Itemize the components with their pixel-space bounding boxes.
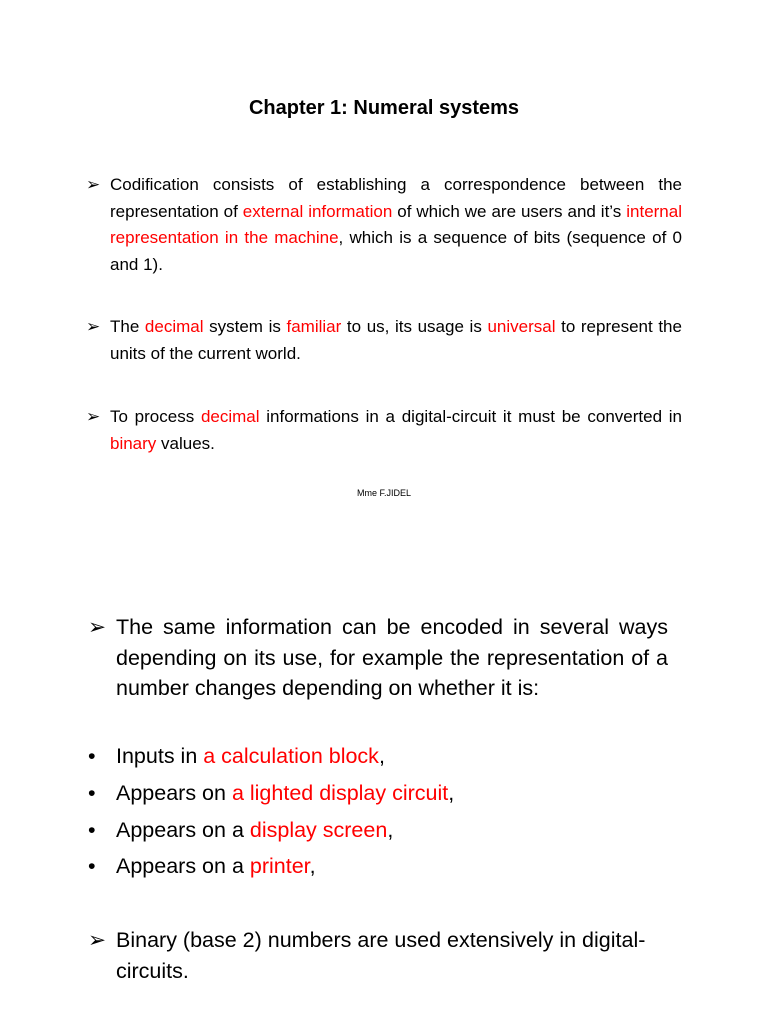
text-segment: to us, its usage is <box>341 317 488 336</box>
highlighted-text: decimal <box>144 317 204 336</box>
text-segment: to represent the units of the current world. <box>110 317 682 363</box>
chapter-title: Chapter 1: Numeral systems <box>248 97 520 119</box>
author-credit: Mme F.JIDEL <box>356 488 411 498</box>
text-segment: of which we are users and it’s <box>392 201 627 221</box>
highlighted-text: a calculation block <box>203 744 379 768</box>
arrow-bullet-icon: ➢ <box>86 407 101 426</box>
bullet-text <box>110 314 682 367</box>
text-segment: The same information can be encoded in several ways depending on its use, for example the representation of a number changes depending on whether it is: <box>116 615 668 700</box>
bullet-text <box>110 404 682 457</box>
highlighted-text: binary <box>110 433 157 453</box>
list-item-text <box>116 741 688 771</box>
text-segment: , <box>387 818 394 842</box>
text-segment: To process <box>110 407 201 426</box>
text-segment: Appears on a <box>116 854 250 878</box>
list-item-text <box>116 851 688 881</box>
bullet-binary-numbers <box>88 925 688 986</box>
text-segment: Appears on a <box>116 818 250 842</box>
highlighted-text: printer <box>249 854 310 878</box>
bullet-process-decimal <box>86 404 682 457</box>
list-item <box>88 851 688 881</box>
text-segment: The <box>110 317 145 336</box>
bullet-text <box>116 925 688 986</box>
dot-bullet-icon: • <box>88 818 96 842</box>
highlighted-text: universal <box>487 317 556 336</box>
text-segment: , <box>448 781 455 805</box>
highlighted-text: decimal <box>200 407 260 426</box>
dot-bullet-icon: • <box>88 781 96 805</box>
arrow-bullet-icon: ➢ <box>88 928 107 952</box>
text-segment: , which is a sequence of bits (sequence of 0 and 1). <box>110 228 682 274</box>
arrow-bullet-icon: ➢ <box>86 317 101 336</box>
arrow-bullet-icon: ➢ <box>88 615 107 639</box>
dot-bullet-icon: • <box>88 744 96 768</box>
bullet-same-information <box>88 612 668 704</box>
text-segment: values. <box>156 433 215 453</box>
list-item <box>88 741 688 771</box>
bullet-codification <box>86 172 682 278</box>
bullet-text <box>110 172 682 278</box>
highlighted-text: familiar <box>286 317 342 336</box>
highlighted-text: display screen <box>249 818 388 842</box>
arrow-bullet-icon: ➢ <box>86 175 101 194</box>
text-segment: informations in a digital-circuit it must be converted in <box>259 407 682 426</box>
list-item <box>88 778 688 808</box>
text-segment: Codification consists of establishing a correspondence between the representation of <box>110 175 682 221</box>
text-segment: Binary (base 2) numbers are used extensively in digital-circuits. <box>116 928 646 983</box>
text-segment: , <box>378 744 385 768</box>
highlighted-text: internal representation in the machine <box>110 201 682 247</box>
text-segment: Appears on <box>116 781 232 805</box>
highlighted-text: external information <box>242 201 393 221</box>
list-item <box>88 815 688 845</box>
list-item-text <box>116 815 688 845</box>
highlighted-text: a lighted display circuit <box>231 781 449 805</box>
text-segment: system is <box>203 317 287 336</box>
text-segment: Inputs in <box>116 744 204 768</box>
list-item-text <box>116 778 688 808</box>
bullet-text <box>116 612 668 704</box>
dot-bullet-icon: • <box>88 854 96 878</box>
bullet-decimal-system <box>86 314 682 367</box>
text-segment: , <box>309 854 316 878</box>
